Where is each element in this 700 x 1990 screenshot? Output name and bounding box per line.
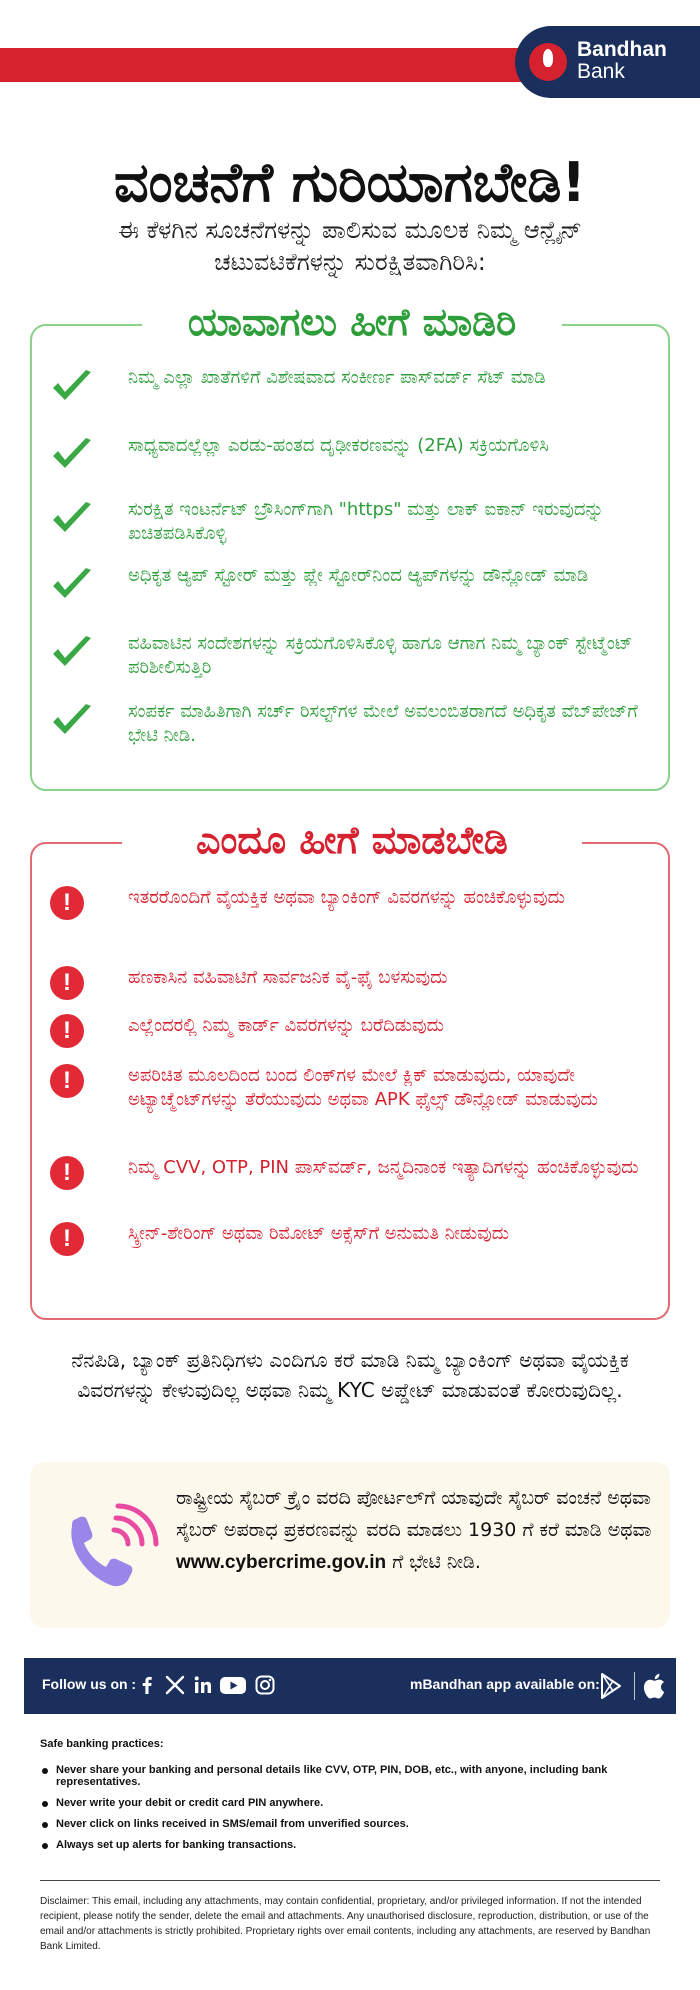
- follow-us-label: Follow us on :: [42, 1676, 137, 1692]
- apple-icon[interactable]: [642, 1670, 670, 1702]
- youtube-icon[interactable]: [218, 1672, 248, 1698]
- do-item-text: ಅಧಿಕೃತ ಆ್ಯಪ್ ಸ್ಟೋರ್ ಮತ್ತು ಪ್ಲೇ ಸ್ಟೋರ್‌ನಿಂದ ಆ್ಯಪ್‌ಗಳನ್ನು ಡೌನ್ಲೋಡ್ ಮಾಡಿ: [128, 565, 589, 586]
- dont-item-text: ಅಪರಿಚಿತ ಮೂಲದಿಂದ ಬಂದ ಲಿಂಕ್‌ಗಳ ಮೇಲೆ ಕ್ಲಿಕ್ ಮಾಡುವುದು, ಯಾವುದೇ ಅಟ್ಯಾಚ್ಮೆಂಟ್‌ಗಳನ್ನು ತೆರೆಯುವುದು ಅಥವಾ APK ಫೈಲ್ಸ್ ಡೌನ್ಲೋಡ್ ಮಾಡುವುದು: [128, 1065, 598, 1110]
- disclaimer-divider: [40, 1880, 660, 1881]
- red-exclamation-icon: !: [50, 966, 84, 1000]
- green-check-icon: [50, 434, 94, 474]
- header-red-band: [0, 48, 540, 82]
- safe-banking-item: Never share your banking and personal details like CVV, OTP, PIN, DOB, etc., with anyone, including bank representatives.: [40, 1764, 680, 1788]
- cyber-text-after: ಗೆ ಭೇಟಿ ನೀಡಿ.: [386, 1551, 481, 1573]
- dont-item-text: ಸ್ಕ್ರೀನ್-ಶೇರಿಂಗ್ ಅಥವಾ ರಿಮೋಟ್ ಅಕ್ಸೆಸ್‌ಗೆ ಅನುಮತಿ ನೀಡುವುದು: [128, 1223, 510, 1244]
- dont-heading: ಎಂದೂ ಹೀಗೆ ಮಾಡಬೇಡಿ: [122, 814, 582, 866]
- do-item-text: ಸುರಕ್ಷಿತ ಇಂಟರ್ನೆಟ್ ಬ್ರೌಸಿಂಗ್‌ಗಾಗಿ "https" ಮತ್ತು ಲಾಕ್ ಐಕಾನ್ ಇರುವುದನ್ನು ಖಚಿತಪಡಿಸಿಕೊಳ್ಳಿ: [128, 499, 604, 544]
- footer-bar: [24, 1658, 676, 1714]
- dont-item-text: ನಿಮ್ಮ CVV, OTP, PIN ಪಾಸ್‌ವರ್ಡ್, ಜನ್ಮದಿನಾಂಕ ಇತ್ಯಾದಿಗಳನ್ನು ಹಂಚಿಕೊಳ್ಳುವುದು: [128, 1157, 639, 1178]
- bandhan-bank-logo[interactable]: [515, 26, 700, 98]
- do-item-text: ವಹಿವಾಟಿನ ಸಂದೇಶಗಳನ್ನು ಸಕ್ರಿಯಗೊಳಿಸಿಕೊಳ್ಳಿ ಹಾಗೂ ಆಗಾಗ ನಿಮ್ಮ ಬ್ಯಾಂಕ್ ಸ್ಟೇಟ್ಮೆಂಟ್ ಪರಿಶೀಲಿಸುತ್ತಿರಿ: [128, 633, 633, 678]
- google-play-icon[interactable]: [594, 1670, 628, 1702]
- x-icon[interactable]: [162, 1672, 188, 1698]
- green-check-icon: [50, 632, 94, 672]
- dont-item-text: ಹಣಕಾಸಿನ ವಹಿವಾಟಿಗೆ ಸಾರ್ವಜನಿಕ ವೈ-ಫೈ ಬಳಸುವುದು: [128, 967, 448, 988]
- red-exclamation-icon: !: [50, 1222, 84, 1256]
- red-exclamation-icon: !: [50, 886, 84, 920]
- red-exclamation-icon: !: [50, 1014, 84, 1048]
- safe-banking-title: Safe banking practices:: [40, 1738, 164, 1750]
- page-subtitle: ಈ ಕೆಳಗಿನ ಸೂಚನೆಗಳನ್ನು ಪಾಲಿಸುವ ಮೂಲಕ ನಿಮ್ಮ ಆನ್ಲೈನ್ ಚಟುವಟಿಕೆಗಳನ್ನು ಸುರಕ್ಷಿತವಾಗಿರಿಸಿ:: [118, 216, 582, 276]
- header: [0, 0, 700, 110]
- do-item-text: ನಿಮ್ಮ ಎಲ್ಲಾ ಖಾತೆಗಳಿಗೆ ವಿಶೇಷವಾದ ಸಂಕೀರ್ಣ ಪಾಸ್‌ವರ್ಡ್ ಸೆಟ್ ಮಾಡಿ: [128, 367, 546, 388]
- green-check-icon: [50, 498, 94, 538]
- bandhan-logo-mark-icon: [529, 43, 567, 81]
- phone-ringing-icon: [54, 1496, 164, 1596]
- safe-banking-item: Always set up alerts for banking transactions.: [40, 1839, 680, 1851]
- safe-banking-item: Never write your debit or credit card PIN anywhere.: [40, 1797, 680, 1809]
- linkedin-icon[interactable]: [190, 1672, 216, 1698]
- store-separator: [634, 1672, 635, 1700]
- page-title: ವಂಚನೆಗೆ ಗುರಿಯಾಗಬೇಡಿ!: [113, 151, 587, 214]
- do-item-text: ಸಾಧ್ಯವಾದಲ್ಲೆಲ್ಲಾ ಎರಡು-ಹಂತದ ದೃಢೀಕರಣವನ್ನು (2FA) ಸಕ್ರಿಯಗೊಳಿಸಿ: [128, 435, 549, 456]
- facebook-icon[interactable]: [134, 1672, 160, 1698]
- dont-section: [30, 818, 670, 1320]
- cyber-crime-box: [30, 1462, 670, 1628]
- do-heading: ಯಾವಾಗಲು ಹೀಗೆ ಮಾಡಿರಿ: [142, 296, 562, 348]
- instagram-icon[interactable]: [252, 1672, 278, 1698]
- safe-banking-section: [40, 1738, 680, 1860]
- dont-item-text: ಇತರರೊಂದಿಗೆ ವೈಯಕ್ತಿಕ ಅಥವಾ ಬ್ಯಾಂಕಿಂಗ್ ವಿವರಗಳನ್ನು ಹಂಚಿಕೊಳ್ಳುವುದು: [128, 887, 565, 908]
- dont-item-text: ಎಲ್ಲೆಂದರಲ್ಲಿ ನಿಮ್ಮ ಕಾರ್ಡ್ ವಿವರಗಳನ್ನು ಬರೆದಿಡುವುದು: [128, 1015, 444, 1036]
- safe-banking-list: [40, 1764, 680, 1851]
- green-check-icon: [50, 700, 94, 740]
- reminder-text: ನೆನಪಿಡಿ, ಬ್ಯಾಂಕ್ ಪ್ರತಿನಿಧಿಗಳು ಎಂದಿಗೂ ಕರೆ ಮಾಡಿ ನಿಮ್ಮ ಬ್ಯಾಂಕಿಂಗ್ ಅಥವಾ ವೈಯಕ್ತಿಕ ವಿವರಗಳನ್ನು ಕೇಳುವುದಿಲ್ಲ ಅಥವಾ ನಿಮ್ಮ KYC ಅಪ್ಡೇಟ್ ಮಾಡುವಂತೆ ಕೋರುವುದಿಲ್ಲ.: [71, 1348, 629, 1402]
- cybercrime-link[interactable]: www.cybercrime.gov.in: [176, 1552, 387, 1573]
- red-exclamation-icon: !: [50, 1156, 84, 1190]
- logo-name-line1: Bandhan: [577, 38, 667, 61]
- app-available-label: mBandhan app available on:: [410, 1676, 600, 1692]
- do-section: [30, 300, 670, 791]
- cyber-crime-text: [176, 1482, 656, 1579]
- green-check-icon: [50, 366, 94, 406]
- cyber-text-before: ರಾಷ್ಟ್ರೀಯ ಸೈಬರ್ ಕ್ರೈಂ ವರದಿ ಪೋರ್ಟಲ್‌ಗೆ ಯಾವುದೇ ಸೈಬರ್ ವಂಚನೆ ಅಥವಾ ಸೈಬರ್ ಅಪರಾಧ ಪ್ರಕರಣವನ್ನು ವರದಿ ಮಾಡಲು 1930 ಗೆ ಕರೆ ಮಾಡಿ ಅಥವಾ: [176, 1487, 652, 1541]
- safe-banking-item: Never click on links received in SMS/email from unverified sources.: [40, 1818, 680, 1830]
- do-item-text: ಸಂಪರ್ಕ ಮಾಹಿತಿಗಾಗಿ ಸರ್ಚ್ ರಿಸಲ್ಟ್‌ಗಳ ಮೇಲೆ ಅವಲಂಬಿತರಾಗದೆ ಅಧಿಕೃತ ವೆಬ್‌ಪೇಜ್‌ಗೆ ಭೇಟಿ ನೀಡಿ.: [128, 701, 638, 746]
- disclaimer-text: Disclaimer: This email, including any attachments, may contain confidential, proprietary, and/or privileged information. If not the intended recipient, please notify the sender, delete the email and attachments. Any unauthorised disclosure, reproduction, distribution, or use of the email and/or attachments is strictly prohibited. Proprietary rights over email contents, including any attachments, are reserved by Bandhan Bank Limited.: [40, 1896, 651, 1952]
- green-check-icon: [50, 564, 94, 604]
- logo-text: [577, 39, 667, 83]
- logo-name-line2: Bank: [577, 60, 625, 83]
- red-exclamation-icon: !: [50, 1064, 84, 1098]
